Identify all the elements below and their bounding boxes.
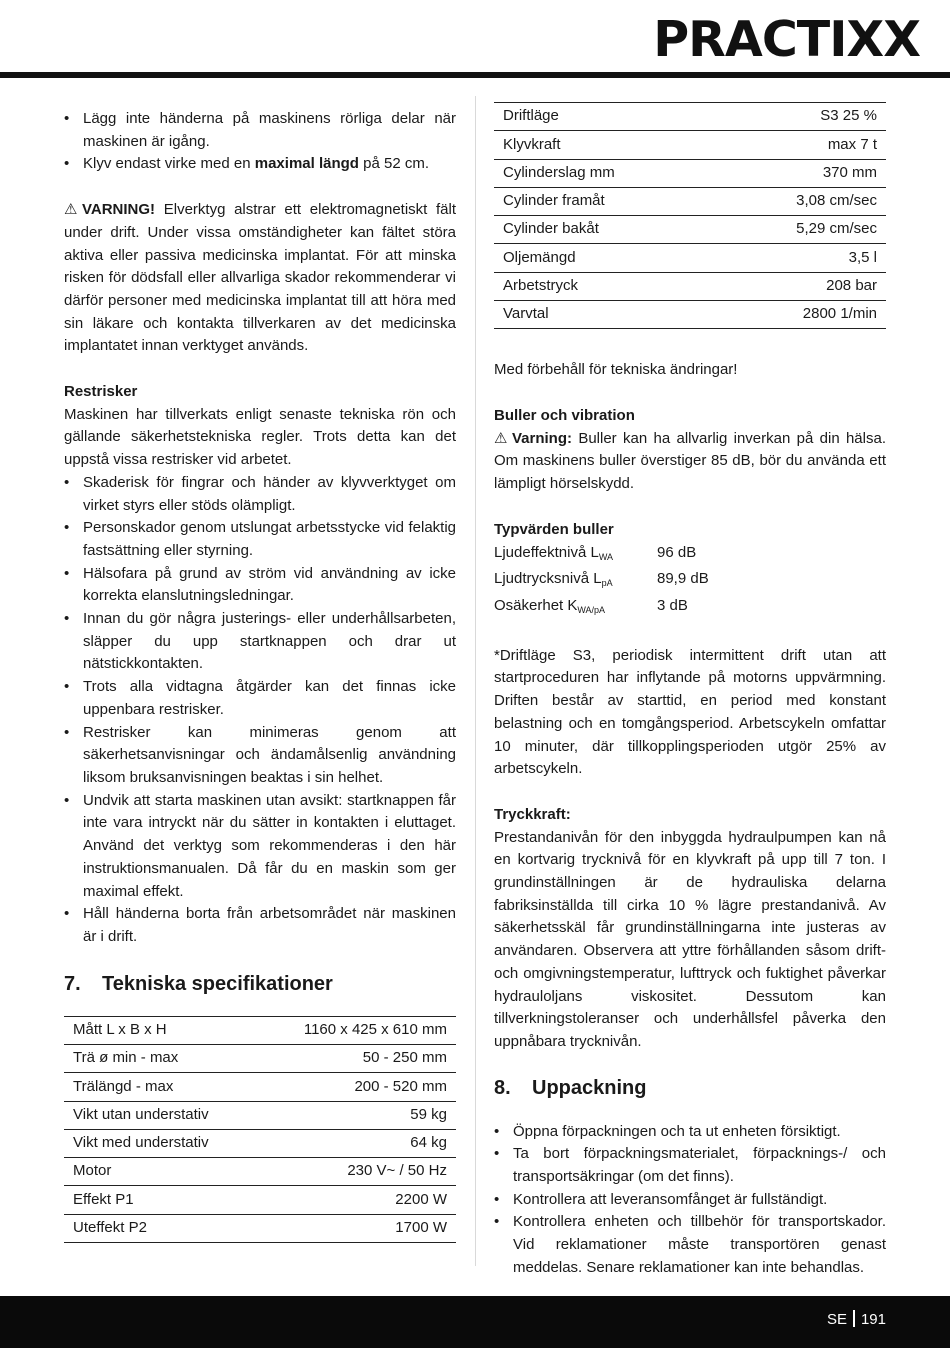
unpack-list <box>494 1121 886 1280</box>
table-row: Uteffekt P2 1700 W <box>64 1214 456 1242</box>
table-row: Effekt P1 2200 W <box>64 1186 456 1214</box>
table-row: Cylinderslag mm 370 mm <box>494 159 886 187</box>
list-item: • Håll händerna borta från arbetsområdet när maskinen är i drift. <box>64 903 456 948</box>
page-number: SE 191 <box>826 1311 886 1328</box>
spec-table-left <box>64 1016 456 1243</box>
footer-separator <box>853 1310 855 1327</box>
noise-heading: Buller och vibration <box>494 407 635 425</box>
pressure-heading: Tryckkraft: <box>494 805 571 823</box>
column-divider <box>475 96 476 1266</box>
table-row: Motor 230 V~ / 50 Hz <box>64 1158 456 1186</box>
section-8-heading: 8. Uppackning <box>494 1076 647 1099</box>
list-item: • Kontrollera att leveransomfånget är fullständigt. <box>494 1189 886 1212</box>
table-row: Cylinder framåt 3,08 cm/sec <box>494 187 886 215</box>
safety-list <box>64 108 456 176</box>
warning-label: VARNING! <box>82 201 156 219</box>
pressure-text: Prestandanivån för den inbyggda hydraulpumpen kan nå en kortvarig trycknivå för en klyvkraft på upp till 7 ton. I grundinställningen är de hydrauliska delarna fabriksinställda till cirka 10 % lägre prestandanivå. Av säkerhetsskäl får grundinställningarna inte justeras av användaren. Observera att yttre förhållanden såsom drift- och omgivningstemperatur, lufttryck och fuktighet påverkar hydrauloljans viskositet. Dessutom kan tillverkningstoleranser och underhållsfel påverka den uppnåbara trycknivån. <box>494 828 886 1050</box>
noise-values-table <box>494 542 709 622</box>
list-item: • Skaderisk för fingrar och händer av klyvverktyget om virket styrs eller stöds olämpligt. <box>64 472 456 517</box>
duty-note: *Driftläge S3, periodisk intermittent drift utan att startproceduren har inflytande på motorns uppvärmning. Driften består av starttid, en period med konstant belastning och en tomgångsperiod. Arbetscykeln omfattar 10 minuter, där tillkopplingsperioden utgör 25% av arbetscykeln. <box>494 646 886 778</box>
list-item: • Innan du gör några justerings- eller underhållsarbeten, släpper du upp startknappen och drar ut nätstickkontakten. <box>64 608 456 676</box>
table-row: Osäkerhet $K_{WA/pA}$ 3 dB <box>494 597 688 615</box>
noise-warning: ⚠ Varning: Buller kan ha allvarlig inverkan på din hälsa. Om maskinens buller överstiger 85 dB, bör du använda ett lämpligt hörselskydd. <box>494 429 886 493</box>
list-item: • Kontrollera enheten och tillbehör för transportskador. Vid reklamationer måste transportören genast meddelas. Senare reklamationer kan inte behandlas. <box>494 1211 886 1279</box>
list-item: • Trots alla vidtagna åtgärder kan det finnas icke uppenbara restrisker. <box>64 676 456 721</box>
table-row: Ljudtrycksnivå $L_{pA}$ 89,9 dB <box>494 570 709 589</box>
table-row: Oljemängd 3,5 l <box>494 244 886 272</box>
section-7-heading: 7. Tekniska specifikationer <box>64 972 333 995</box>
warning-triangle-icon: ⚠ <box>64 201 78 219</box>
table-row: Cylinder bakåt 5,29 cm/sec <box>494 216 886 244</box>
restrisker-heading: Restrisker <box>64 383 138 401</box>
table-row: Driftläge S3 25 % <box>494 103 886 131</box>
table-row: Vikt utan understativ 59 kg <box>64 1101 456 1129</box>
table-row: Trälängd - max 200 - 520 mm <box>64 1073 456 1101</box>
list-item: • Ta bort förpackningsmaterialet, förpacknings-/ och transportsäkringar (om det finns). <box>494 1143 886 1188</box>
table-row: Ljudeffektnivå $L_{WA}$ 96 dB <box>494 543 697 562</box>
restrisker-list <box>64 472 456 949</box>
page-footer <box>0 1296 950 1348</box>
list-item: • Hälsofara på grund av ström vid användning av icke korrekta elanslutningsledningar. <box>64 563 456 608</box>
table-row: Klyvkraft max 7 t <box>494 131 886 159</box>
list-item: • Lägg inte händerna på maskinens rörliga delar när maskinen är igång. <box>64 108 456 153</box>
table-row: Varvtal 2800 1/min <box>494 301 886 329</box>
table-row: Mått L x B x H 1160 x 425 x 610 mm <box>64 1016 456 1044</box>
page-header <box>0 0 950 80</box>
warning-triangle-icon: ⚠ <box>494 429 508 447</box>
reservation-note: Med förbehåll för tekniska ändringar! <box>494 361 738 379</box>
right-column <box>494 102 886 1280</box>
table-row: Vikt med understativ 64 kg <box>64 1129 456 1157</box>
spec-table-right <box>494 102 886 329</box>
typical-values-heading: Typvärden buller <box>494 520 614 538</box>
emf-warning: ⚠ VARNING! Elverktyg alstrar ett elektromagnetiskt fält under drift. Under vissa omständigheter kan fältet störa aktiva eller passiva medicinska implantat. För att minska risken för dödsfall eller allvarliga skador rekommenderar vi därför personer med medicinska implantat till att höra med sin läkare och kontakta tillverkaren av det medicinska implantatet innan verktyget används. <box>64 201 456 355</box>
left-column <box>64 108 456 1243</box>
table-row: Trä ø min - max 50 - 250 mm <box>64 1044 456 1072</box>
list-item: • Undvik att starta maskinen utan avsikt: startknappen får inte vara intryckt när du sätter in kontakten i eluttaget. Använd det verktyg som rekommenderas i den här instruktionsmanualen. Då får du en maskin som ger maximal effekt. <box>64 790 456 904</box>
list-item: • Öppna förpackningen och ta ut enheten försiktigt. <box>494 1121 886 1144</box>
list-item: • Restrisker kan minimeras genom att säkerhetsanvisningar och ändamålsenlig användning liksom bruksanvisningen beaktas i sin helhet. <box>64 722 456 790</box>
brand-logo: PRACTIXX <box>653 11 920 68</box>
restrisker-intro: Maskinen har tillverkats enligt senaste tekniska rön och gällande säkerhetstekniska regler. Trots detta kan det uppstå vissa restrisker vid arbetet. <box>64 405 456 469</box>
list-item: • Personskador genom utslungat arbetsstycke vid felaktig fastsättning eller styrning. <box>64 517 456 562</box>
table-row: Arbetstryck 208 bar <box>494 272 886 300</box>
header-rule <box>0 72 950 78</box>
list-item: • Klyv endast virke med en maximal längd på 52 cm. <box>64 153 456 176</box>
